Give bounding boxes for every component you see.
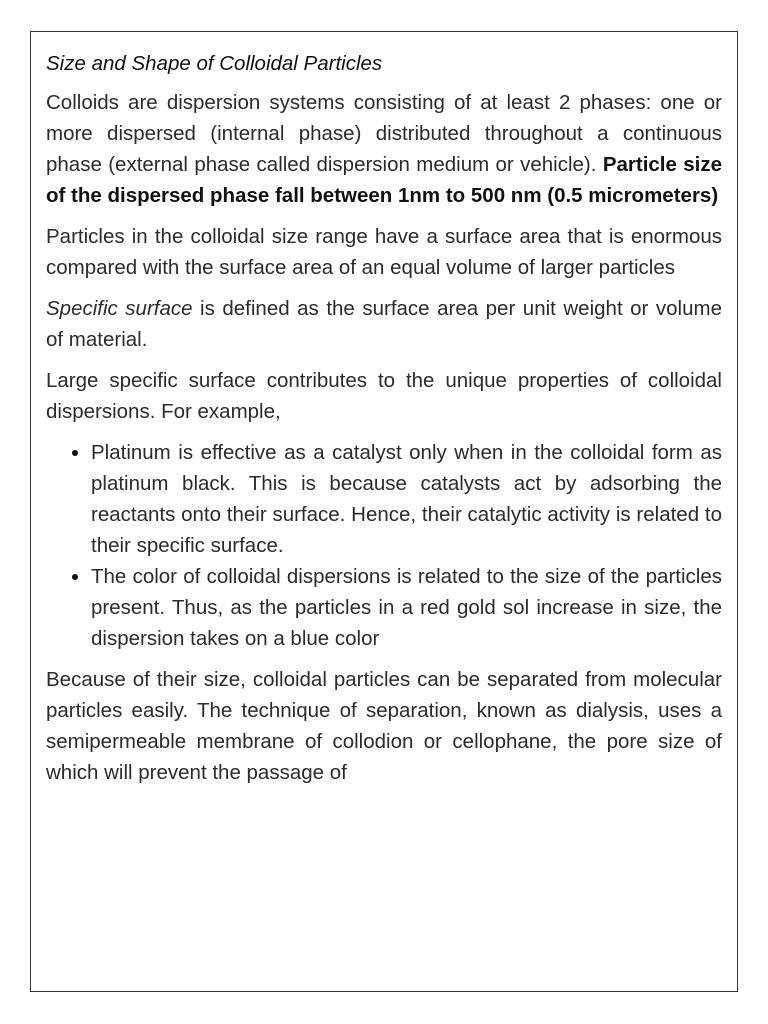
- paragraph-text: Colloids are dispersion systems consisting of at least 2 phases: one or more dispersed (internal phase) distributed throughout a continuous phase (external phase called dispersion medium or vehicle).: [46, 91, 722, 176]
- paragraph-specific-surface: [46, 293, 722, 355]
- list-item: • Platinum is effective as a catalyst only when in the colloidal form as platinum black. This is because catalysts act by adsorbing the reactants onto their surface. Hence, their catalytic activity is related to their specific surface.: [91, 437, 722, 561]
- paragraph-large-specific-surface: Large specific surface contributes to the unique properties of colloidal dispersions. For example,: [46, 369, 722, 423]
- specific-surface-term: Specific surface: [46, 297, 193, 320]
- bullet-list: [46, 437, 722, 654]
- particle-size-statement: Particle size of the dispersed phase fall between 1nm to 500 nm (0.5 micrometers): [46, 153, 723, 207]
- paragraph-text: is defined as the surface area per unit weight or volume of material.: [46, 297, 722, 351]
- page-frame: [30, 31, 738, 992]
- paragraph-dialysis: Because of their size, colloidal particles can be separated from molecular particles easily. The technique of separation, known as dialysis, uses a semipermeable membrane of collodion or cellophane, the pore size of which will prevent the passage of: [46, 668, 722, 784]
- paragraph-colloid-definition: [46, 87, 722, 211]
- list-item: • The color of colloidal dispersions is related to the size of the particles present. Thus, as the particles in a red gold sol increase in size, the dispersion takes on a blue color: [91, 561, 722, 654]
- section-title: Size and Shape of Colloidal Particles: [46, 52, 383, 75]
- paragraph-surface-area: Particles in the colloidal size range have a surface area that is enormous compared with the surface area of an equal volume of larger particles: [46, 225, 722, 279]
- document-body: [46, 48, 722, 798]
